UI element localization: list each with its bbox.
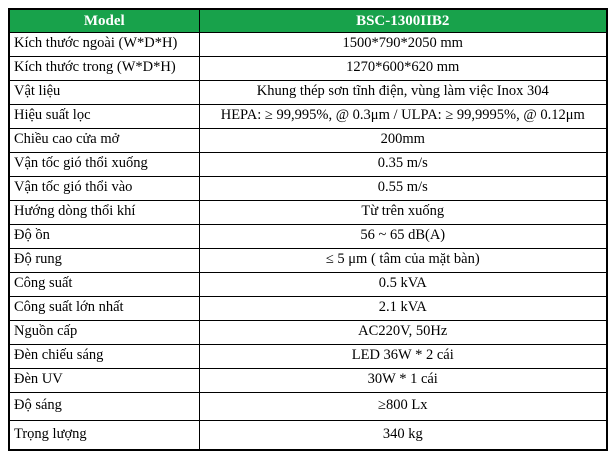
spec-label: Công suất lớn nhất — [9, 296, 199, 320]
spec-label: Trọng lượng — [9, 420, 199, 450]
spec-value: Khung thép sơn tĩnh điện, vùng làm việc Inox 304 — [199, 80, 607, 104]
model-header-label: Model — [9, 9, 199, 32]
spec-label: Đèn UV — [9, 368, 199, 392]
spec-value: 340 kg — [199, 420, 607, 450]
spec-label: Nguồn cấp — [9, 320, 199, 344]
spec-value: 0.55 m/s — [199, 176, 607, 200]
spec-label: Độ rung — [9, 248, 199, 272]
spec-value: 56 ~ 65 dB(A) — [199, 224, 607, 248]
spec-table — [8, 8, 608, 451]
table-header-row — [9, 9, 607, 32]
spec-row — [9, 56, 607, 80]
spec-value: ≤ 5 μm ( tâm của mặt bàn) — [199, 248, 607, 272]
spec-row — [9, 152, 607, 176]
spec-row — [9, 176, 607, 200]
spec-row — [9, 128, 607, 152]
spec-row — [9, 80, 607, 104]
spec-row — [9, 104, 607, 128]
spec-row — [9, 32, 607, 56]
spec-value: Từ trên xuống — [199, 200, 607, 224]
spec-row — [9, 248, 607, 272]
spec-row — [9, 200, 607, 224]
spec-label: Hiệu suất lọc — [9, 104, 199, 128]
spec-value: 1500*790*2050 mm — [199, 32, 607, 56]
spec-label: Độ ồn — [9, 224, 199, 248]
spec-label: Chiều cao cửa mở — [9, 128, 199, 152]
spec-row — [9, 296, 607, 320]
spec-label: Hướng dòng thổi khí — [9, 200, 199, 224]
spec-row — [9, 272, 607, 296]
spec-value: 1270*600*620 mm — [199, 56, 607, 80]
spec-row — [9, 392, 607, 420]
spec-label: Đèn chiếu sáng — [9, 344, 199, 368]
spec-label: Công suất — [9, 272, 199, 296]
spec-label: Kích thước ngoài (W*D*H) — [9, 32, 199, 56]
spec-value: 30W * 1 cái — [199, 368, 607, 392]
spec-row — [9, 224, 607, 248]
spec-row — [9, 368, 607, 392]
spec-label: Kích thước trong (W*D*H) — [9, 56, 199, 80]
spec-label: Vận tốc gió thổi vào — [9, 176, 199, 200]
spec-value: ≥800 Lx — [199, 392, 607, 420]
spec-value: 2.1 kVA — [199, 296, 607, 320]
spec-row — [9, 344, 607, 368]
spec-value: AC220V, 50Hz — [199, 320, 607, 344]
spec-table-body — [9, 32, 607, 450]
spec-value: 200mm — [199, 128, 607, 152]
spec-value: HEPA: ≥ 99,995%, @ 0.3μm / ULPA: ≥ 99,9995%, @ 0.12μm — [199, 104, 607, 128]
spec-label: Độ sáng — [9, 392, 199, 420]
spec-value: 0.5 kVA — [199, 272, 607, 296]
spec-row — [9, 420, 607, 450]
spec-label: Vận tốc gió thổi xuống — [9, 152, 199, 176]
spec-label: Vật liệu — [9, 80, 199, 104]
model-header-value: BSC-1300IIB2 — [199, 9, 607, 32]
spec-row — [9, 320, 607, 344]
spec-value: LED 36W * 2 cái — [199, 344, 607, 368]
spec-value: 0.35 m/s — [199, 152, 607, 176]
